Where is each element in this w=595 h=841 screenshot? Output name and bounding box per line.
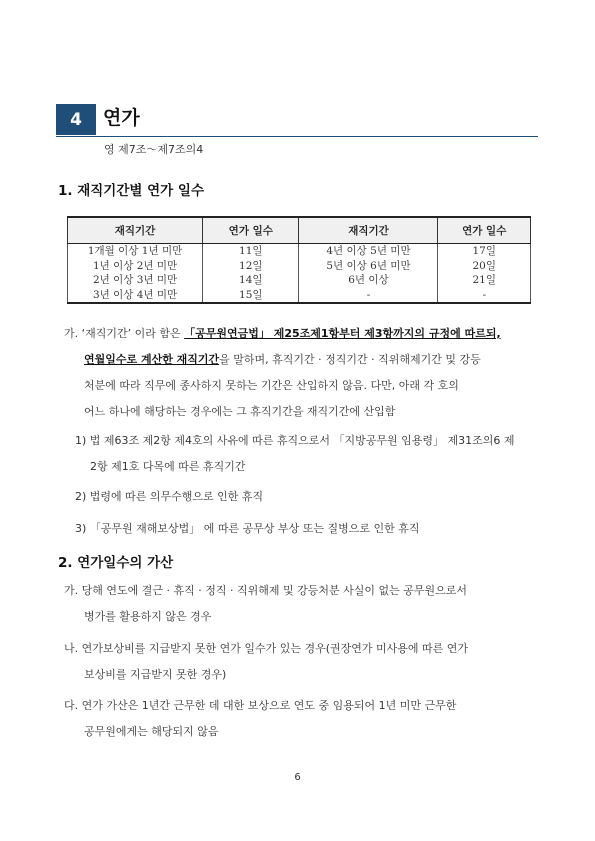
ga-text-2: 을 말하며, 휴직기간 · 정직기간 · 직위해제기간 및 강등 (219, 353, 481, 366)
table-cell: 2년 이상 3년 미만 (68, 273, 203, 288)
list-item-1-line2: 2항 제1호 다목에 따른 휴직기간 (90, 460, 246, 473)
ga-emphasis-2: 연월일수로 계산한 재직기간 (84, 353, 220, 366)
table-cell: 4년 이상 5년 미만 (299, 244, 438, 259)
ga-paragraph-line4: 어느 하나에 해당하는 경우에는 그 휴직기간을 재직기간에 산입함 (84, 405, 396, 418)
ga-paragraph-line2 (84, 347, 544, 374)
section-number-badge: 4 (56, 104, 96, 135)
list-item-1-line1: 1) 법 제63조 제2항 제4호의 사유에 따른 휴직으로서 「지방공무원 임용령」 제31조의6 제 (75, 434, 515, 447)
subsection-heading-2: 2. 연가일수의 가산 (58, 555, 174, 571)
sub2-item-da-line1 (64, 693, 456, 720)
table-cell: 1년 이상 2년 미만 (68, 259, 203, 274)
ga-paragraph-line1 (64, 321, 544, 348)
page-number: 6 (294, 772, 301, 783)
table-header-cell: 연가 일수 (438, 217, 531, 244)
sub2-item-na-line2: 보상비를 지급받지 못한 경우) (84, 668, 227, 681)
table-header-row (68, 217, 531, 244)
table-cell: - (438, 288, 531, 304)
table-cell: 21일 (438, 273, 531, 288)
subsection-heading-1: 1. 재직기간별 연가 일수 (58, 183, 204, 199)
table-cell: - (299, 288, 438, 304)
item-text: 연가 가산은 1년간 근무한 데 대한 보상으로 연도 중 임용되어 1년 미만 근무한 (81, 699, 457, 712)
table-cell: 6년 이상 (299, 273, 438, 288)
table-cell: 17일 (438, 244, 531, 259)
table-row (68, 273, 531, 288)
sub2-item-ga-line1 (64, 578, 467, 605)
section-title: 연가 (103, 107, 140, 129)
ga-emphasis-1: 「공무원연금법」 제25조제1항부터 제3항까지의 규정에 따르되, (184, 327, 501, 340)
list-item-3: 3) 「공무원 재해보상법」 에 따른 공무상 부상 또는 질병으로 인한 휴직 (75, 522, 420, 535)
table-cell: 11일 (203, 244, 299, 259)
sub2-item-da-line2: 공무원에게는 해당되지 않음 (84, 725, 219, 738)
table-cell: 1개월 이상 1년 미만 (68, 244, 203, 259)
ga-marker: 가. (64, 327, 79, 340)
item-text: 당해 연도에 결근 · 휴직 · 정직 · 직위해제 및 강등처분 사실이 없는 공무원으로서 (81, 584, 467, 597)
law-reference: 영 제7조～제7조의4 (104, 143, 204, 156)
table-header-cell: 재직기간 (299, 217, 438, 244)
table-row (68, 259, 531, 274)
table-cell: 14일 (203, 273, 299, 288)
table-cell: 15일 (203, 288, 299, 304)
item-marker: 가. (64, 584, 79, 597)
item-marker: 나. (64, 642, 79, 655)
table-row (68, 244, 531, 259)
leave-days-table (67, 216, 531, 304)
sub2-item-na-line1 (64, 636, 468, 663)
table-cell: 20일 (438, 259, 531, 274)
table-header-cell: 재직기간 (68, 217, 203, 244)
table-cell: 3년 이상 4년 미만 (68, 288, 203, 304)
section-divider (56, 136, 538, 137)
table-row (68, 288, 531, 304)
sub2-item-ga-line2: 병가를 활용하지 않은 경우 (84, 610, 212, 623)
item-text: 연가보상비를 지급받지 못한 연가 일수가 있는 경우(권장연가 미사용에 따른 연가 (81, 642, 469, 655)
ga-text-1: ‘재직기간’ 이라 함은 (81, 327, 185, 340)
table-cell: 5년 이상 6년 미만 (299, 259, 438, 274)
table-cell: 12일 (203, 259, 299, 274)
list-item-2: 2) 법령에 따른 의무수행으로 인한 휴직 (75, 490, 264, 503)
item-marker: 다. (64, 699, 79, 712)
table-header-cell: 연가 일수 (203, 217, 299, 244)
ga-paragraph-line3: 처분에 따라 직무에 종사하지 못하는 기간은 산입하지 않음. 다만, 아래 각 호의 (84, 379, 459, 392)
